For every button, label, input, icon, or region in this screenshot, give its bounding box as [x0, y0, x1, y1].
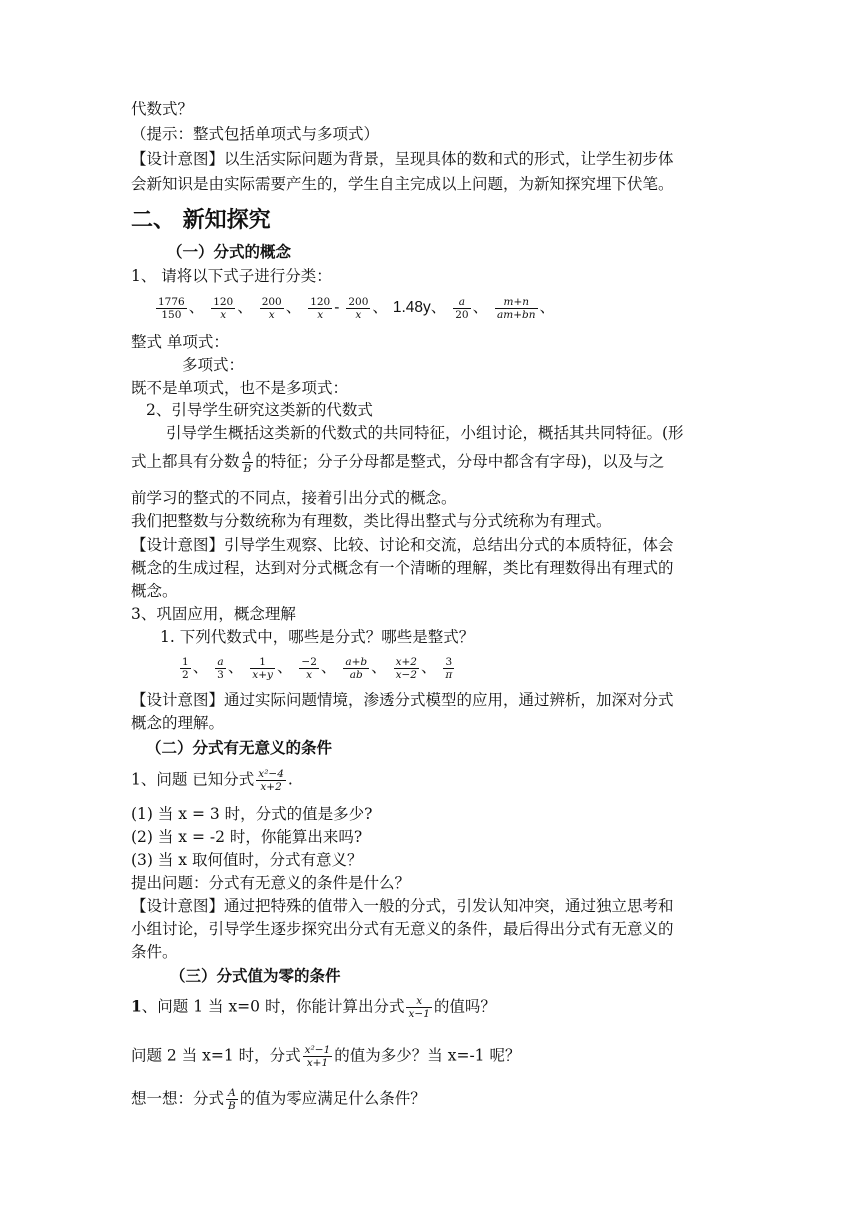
term-1-48y: 1.48y [392, 299, 431, 316]
hint-line: （提示：整式包括单项式与多项式） [131, 125, 380, 143]
fraction: $\frac{120}{x}$ [310, 295, 331, 321]
fraction: $\frac{120}{x}$ [213, 295, 234, 321]
class-poly: 多项式： [182, 356, 245, 374]
fraction-a-over-b-2: $\frac{A}{B}$ [228, 1087, 236, 1112]
fraction-x2-1-over-x1: $\frac{\text{x²−1}}{x+1}$ [304, 1044, 331, 1069]
class-integral-mono: 整式 单项式： [131, 333, 229, 351]
fraction-row-2: $\frac{1}{2}$ 、 $\frac{a}{3}$ 、 $\frac{1}{x+y}$ 、 $\frac{-2}{x}$ 、 $\frac{a+b}{ab}$ 、 $\frac{x+2}{x-2}$ 、 $\frac{3}{\pi}$ [182, 655, 453, 681]
question-3: 3、巩固应用，概念理解 [131, 605, 296, 623]
question-4-item-3: (3) 当 x 取何值时，分式有意义？ [131, 851, 363, 869]
fraction: $\frac{a}{20}$ [455, 295, 469, 321]
design-intent-3b: 概念的理解。 [131, 714, 225, 732]
subsection-heading-3: （三）分式值为零的条件 [170, 966, 341, 985]
subsection-heading-1: （一）分式的概念 [167, 242, 292, 261]
fraction: $\frac{x+2}{x-2}$ [395, 655, 417, 681]
question-4: 1、问题 已知分式 $\frac{\text{x²−4}}{x+2}$ . [131, 768, 293, 793]
design-intent-1a: 【设计意图】以生活实际问题为背景，呈现具体的数和式的形式，让学生初步体 [131, 150, 674, 168]
fraction-x-over-x-1: $\frac{x}{x-1}$ [408, 995, 430, 1020]
fraction-x2-4-over-x2: $\frac{\text{x²−4}}{x+2}$ [258, 768, 284, 793]
subsection-heading-2: （二）分式有无意义的条件 [146, 738, 333, 757]
fraction-a-over-b: $\frac{A}{B}$ [243, 450, 252, 475]
question-1: 1、 请将以下式子进行分类： [131, 267, 332, 285]
think-question: 想一想：分式 $\frac{A}{B}$ 的值为零应满足什么条件？ [131, 1087, 426, 1112]
zero-question-2: 问题 2 当 x=1 时，分式 $\frac{\text{x²−1}}{x+1}$ 的值为多少？当 x=-1 呢？ [131, 1044, 521, 1069]
question-4-item-2: (2) 当 x = -2 时，你能算出来吗? [131, 828, 363, 846]
fraction-row-1: $\frac{1776}{150}$ 、 $\frac{120}{x}$ 、 $\frac{200}{x}$ 、 $\frac{120}{x}$ - $\frac{200}{x}$ 、 1.48y、 $\frac{a}{20}$ 、 $\frac{m+n}{am+bn}$ 、 [158, 295, 556, 321]
design-intent-4c: 条件。 [131, 943, 178, 961]
question-3-item-1: 1. 下列代数式中，哪些是分式？哪些是整式？ [160, 628, 475, 646]
zero-question-1: 1、问题 1 当 x=0 时，你能计算出分式 $\frac{x}{x-1}$ 的值吗？ [131, 995, 496, 1020]
design-intent-2a: 【设计意图】引导学生观察、比较、讨论和交流，总结出分式的本质特征，体会 [131, 536, 674, 554]
para-3: 前学习的整式的不同点，接着引出分式的概念。 [131, 489, 457, 507]
section-heading-2: 二、 新知探究 [131, 207, 271, 233]
fraction: $\frac{m+n}{am+bn}$ [497, 295, 536, 321]
design-intent-1b: 会新知识是由实际需要产生的，学生自主完成以上问题，为新知探究埋下伏笔。 [131, 175, 674, 193]
para-4: 我们把整数与分数统称为有理数，类比得出整式与分式统称为有理式。 [131, 512, 612, 530]
fraction: $\frac{a}{3}$ [217, 655, 224, 681]
para-1: 引导学生概括这类新的代数式的共同特征，小组讨论，概括其共同特征。(形 [166, 424, 684, 442]
fraction: $\frac{1776}{150}$ [158, 295, 185, 321]
fraction: $\frac{3}{\pi}$ [445, 655, 453, 681]
fraction: $\frac{a+b}{ab}$ [345, 655, 368, 681]
raise-question: 提出问题：分式有无意义的条件是什么？ [131, 874, 411, 892]
design-intent-4a: 【设计意图】通过把特殊的值带入一般的分式，引发认知冲突，通过独立思考和 [131, 897, 674, 915]
question-4-item-1: (1) 当 x = 3 时，分式的值是多少? [131, 805, 373, 823]
design-intent-4b: 小组讨论，引导学生逐步探究出分式有无意义的条件，最后得出分式有无意义的 [131, 920, 674, 938]
question-2: 2、引导学生研究这类新的代数式 [146, 401, 373, 419]
design-intent-2c: 概念。 [131, 582, 178, 600]
class-neither: 既不是单项式，也不是多项式： [131, 379, 349, 397]
text-line: 代数式？ [131, 100, 194, 118]
fraction: $\frac{1}{x+y}$ [252, 655, 273, 681]
design-intent-2b: 概念的生成过程，达到对分式概念有一个清晰的理解，类比有理数得出有理式的 [131, 559, 674, 577]
fraction: $\frac{1}{2}$ [182, 655, 189, 681]
design-intent-3a: 【设计意图】通过实际问题情境，渗透分式模型的应用，通过辨析，加深对分式 [131, 691, 674, 709]
para-2: 式上都具有分数 $\frac{A}{B}$ 的特征；分子分母都是整式，分母中都含有字母)，以及与之 [131, 450, 665, 475]
fraction: $\frac{-2}{x}$ [301, 655, 317, 681]
fraction: $\frac{200}{x}$ [261, 295, 282, 321]
fraction: $\frac{200}{x}$ [348, 295, 369, 321]
